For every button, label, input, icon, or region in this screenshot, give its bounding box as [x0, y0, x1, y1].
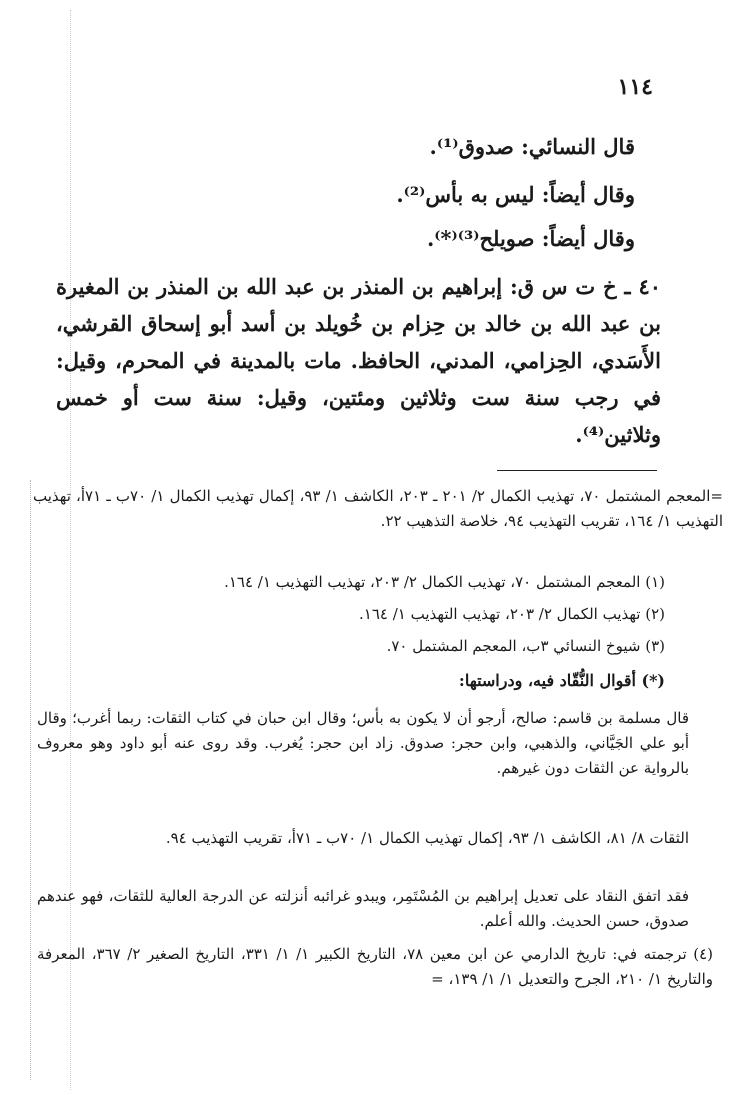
main-text-line: قال النسائي: صدوق⁽¹⁾.	[429, 134, 635, 159]
page-number: ١١٤	[617, 74, 653, 100]
footnote-2: (٢) تهذيب الكمال ٢/ ٢٠٣، تهذيب التهذيب ١/ ١٦٤.	[359, 605, 665, 623]
footnote-continued: =المعجم المشتمل ٧٠، تهذيب الكمال ٢/ ٢٠١ ـ ٢٠٣، الكاشف ١/ ٩٣، إكمال تهذيب الكمال ١/ ٧٠ب ـ ٧١أ، تهذيب التهذيب ١/ ١٦٤، تقريب التهذيب ٩٤، خلاصة التذهيب ٢٢.	[33, 487, 723, 530]
footnote-1: (١) المعجم المشتمل ٧٠، تهذيب الكمال ٢/ ٢٠٣، تهذيب التهذيب ١/ ١٦٤.	[224, 573, 665, 591]
main-text-line: وقال أيضاً: ليس به بأس⁽²⁾.	[396, 182, 635, 207]
footnote-3: (٣) شيوخ النسائي ٣ب، المعجم المشتمل ٧٠.	[386, 637, 665, 655]
footnote-star-verdict: فقد اتفق النقاد على تعديل إبراهيم بن المُسْتَمِر، ويبدو غرائبه أنزلته عن الدرجة العالية للثقات، فهو عندهم صدوق، حسن الحديث. والله أعلم.	[37, 887, 689, 930]
footnote-star-body: قال مسلمة بن قاسم: صالح، أرجو أن لا يكون به بأس؛ وقال ابن حبان في كتاب الثقات: ربما أغرب؛ وقال أبو علي الجَيَّاني، والذهبي، وابن حجر: صدوق. زاد ابن حجر: يُغرب. وقد روى عنه أبو داود وهو معروف بالرواية عن الثقات دون غيرهم.	[37, 709, 689, 777]
footnote-star-references: الثقات ٨/ ٨١، الكاشف ١/ ٩٣، إكمال تهذيب الكمال ١/ ٧٠ب ـ ٧١أ، تقريب التهذيب ٩٤.	[165, 829, 689, 847]
footnote-star-heading: (*) أقوال النُّقّاد فيه، ودراستها:	[458, 671, 665, 690]
biography-entry-40: ٤٠ ـ خ ت س ق: إبراهيم بن المنذر بن عبد الله بن المنذر بن المغيرة بن عبد الله بن خالد بن حِزام بن خُويلد بن أسد أبو إسحاق القرشي، الأَسَدي، الحِزامي، المدني، الحافظ. مات بالمدينة في المحرم، وقيل: في رجب سنة ست وثلاثين ومئتين، وقيل: سنة ست أو خمس وثلاثين⁽⁴⁾.	[56, 274, 661, 447]
footnote-separator	[497, 470, 657, 471]
margin-dotted-line	[30, 480, 31, 1080]
footnote-4: (٤) ترجمته في: تاريخ الدارمي عن ابن معين ٧٨، التاريخ الكبير ١/ ١/ ٣٣١، التاريخ الصغير ٢/ ٣٦٧، المعرفة والتاريخ ١/ ٢١٠، الجرح والتعديل ١/ ١/ ١٣٩، =	[37, 945, 713, 988]
main-text-line: وقال أيضاً: صويلح⁽³⁾⁽*⁾.	[426, 226, 635, 251]
